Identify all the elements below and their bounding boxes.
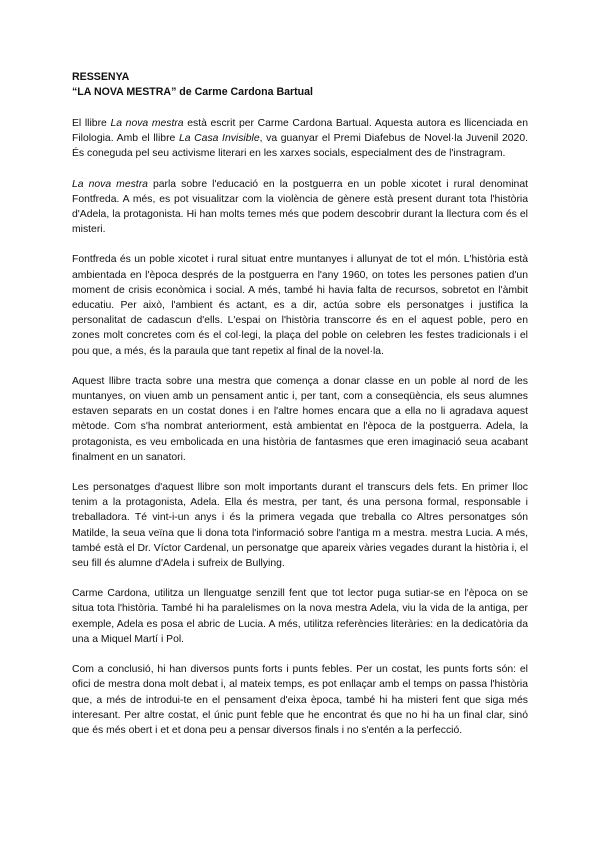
paragraph-conclusion: Com a conclusió, hi han diversos punts forts i punts febles. Per un costat, les punts forts són: el ofici de mestra dona molt debat i, al mateix temps, es pot enllaçar amb el temps on passa l'història que, a més de introdui-te en el pensament d'eixa època, també hi ha misteri fent que siga més interesant. Per altre costat, el únic punt feble que he encontrat és que no hi ha un final clar, sinó que és més obert i et et dona peu a pensar diversos finals i no s'entén a la perfecció. bbox=[72, 664, 528, 736]
document-page bbox=[72, 70, 528, 753]
p1-book-title: La nova mestra bbox=[110, 118, 184, 129]
p1-text-a: El llibre bbox=[72, 118, 111, 129]
p1-award-book-title: La Casa Invisible bbox=[178, 133, 260, 145]
p2-text-b: parla sobre l'educació en la postguerra en un poble xicotet i rural denominat Fontfreda. A més, es pot visualitzar com la violència de gènere està present durant tota l'història d'Adela, la protagonista. Hi han molts temes més que podem descobrir durant la llectura com és el misteri. bbox=[72, 178, 528, 236]
paragraph-plot: Aquest llibre tracta sobre una mestra que comença a donar classe en un poble al nord de les muntanyes, on viuen amb un pensament antic i, per tant, com a conseqüència, els seus alumnes estaven separats en un costat dones i en l'altre homes encara que a ella no li agradava aquest mètode. Com s'ha nombrat anteriorment, està ambientat en l'època de la postguerra. Adela, la protagonista, es veu embolicada en una història de fantasmes que eren imaginació seua acabant finalment en un sanatori. bbox=[72, 375, 528, 463]
paragraph-author bbox=[72, 116, 528, 162]
p2-book-title: La nova mestra bbox=[72, 178, 148, 190]
paragraph-theme bbox=[72, 177, 528, 238]
review-title: “LA NOVA MESTRA” de Carme Cardona Bartual bbox=[72, 86, 313, 98]
p1-text-c: està escrit per Carme Cardona Bartual. Aquesta autora es llicenciada en Filologia. Amb el llibre bbox=[72, 118, 528, 145]
p1-text-e: , va guanyar el Premi Diafebus de Novel·la Juvenil 2020. És coneguda pel seu activisme literari en les xarxes socials, especialment des de l'instragram. bbox=[72, 133, 529, 160]
paragraph-setting: Fontfreda és un poble xicotet i rural situat entre muntanyes i allunyat de tot el món. L'història està ambientada en l'època després de la postguerra en l'any 1960, on totes les persones patien d'un moment de crisis econòmica i social. A més, també hi havia falta de recursos, sobretot en l'àmbit educatiu. Per això, l'ambient és actant, es a dir, actúa sobre els personatges i justifica la personalitat de cadascun d'ells. L'espai on l'història transcorre és en el aquest poble, pero en zones molt concretes com és el col·legi, la plaça del poble on celebren les festes tradicionals i el pou que, a més, és la paraula que tant repetix al final de la novel·la. bbox=[72, 254, 528, 357]
document-header bbox=[72, 70, 528, 100]
paragraph-style: Carme Cardona, utilitza un llenguatge senzill fent que tot lector puga sutiar-se en l'època on se situa tota l'història. També hi ha paralelismes on la nova mestra Adela, viu la vida de la antiga, per exemple, Adela es posa el abric de Lucia. A més, utilitza referències literàries: en la dedicatòria da una a Miquel Martí i Pol. bbox=[72, 588, 528, 645]
section-label: RESSENYA bbox=[72, 71, 130, 83]
paragraph-characters: Les personatges d'aquest llibre son molt importants durant el transcurs dels fets. En primer lloc tenim a la protagonista, Adela. Ella és mestra, per tant, és una persona formal, responsable i treballadora. Té vint-i-un anys i és la primera vegada que treballa co Altres personatges són Matilde, la seua veïna que li dona tota l'informació sobre l'antiga m a mestra. mestra Lucia. A més, també està el Dr. Víctor Cardenal, un personatge que apareix vàries vegades durant la història i, el seu fill és alumne d'Adela i sufreix de Bullying. bbox=[72, 482, 528, 570]
